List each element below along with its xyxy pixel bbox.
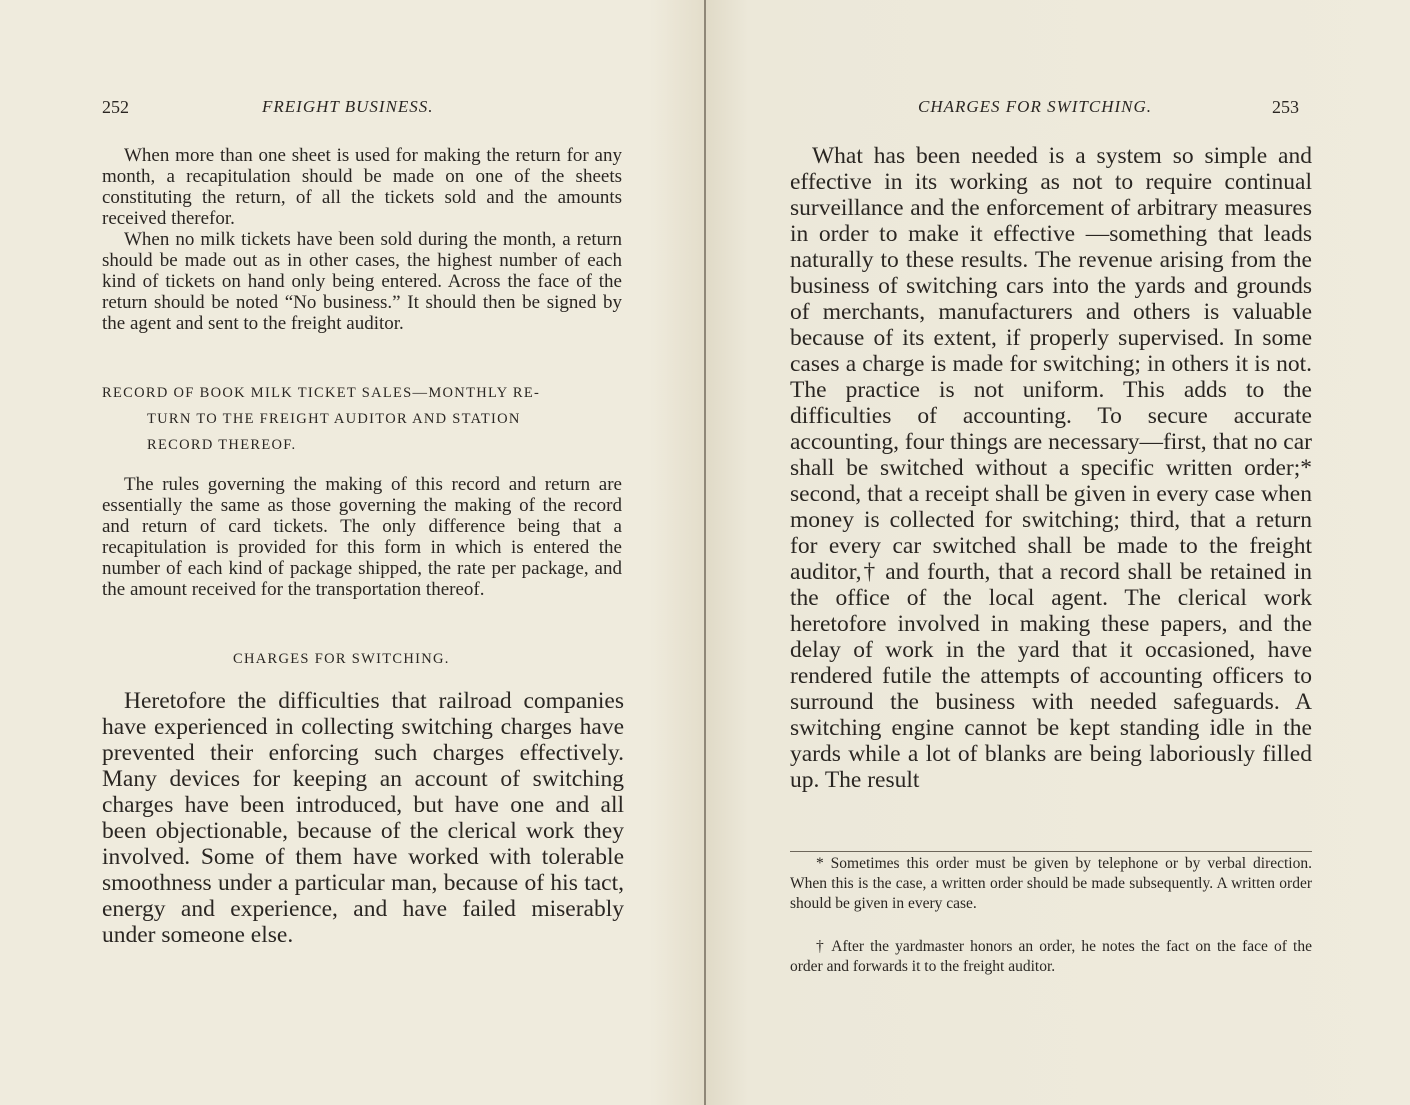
page-number-right: 253 [1272, 97, 1299, 117]
running-head-left: FREIGHT BUSINESS. [262, 97, 434, 116]
footnote-telephone-order: * Sometimes this order must be given by telephone or by verbal direction. When this is the case, a written order should be made subsequently. A written order should be given in every case. [790, 855, 1312, 912]
running-head-right: CHARGES FOR SWITCHING. [918, 97, 1153, 116]
paragraph-rules-governing: The rules governing the making of this record and return are essentially the same as those governing the making of the record and return of card tickets. The only difference being that a recapitulation is provided for this form in which is entered the number of each kind of package shipped, the rate per package, and the amount received for the transportation thereof. [102, 474, 622, 600]
section-heading-charges-for-switching: CHARGES FOR SWITCHING. [233, 651, 450, 667]
section-heading-line-3: RECORD THEREOF. [147, 437, 297, 453]
right-page [706, 0, 1410, 1105]
page-number-left: 252 [102, 97, 129, 117]
section-heading-record-book-milk [102, 380, 622, 458]
paragraph-no-milk-tickets: When no milk tickets have been sold during the month, a return should be made out as in other cases, the highest number of each kind of tickets on hand only being entered. Across the face of the return should be noted “No business.” It should then be signed by the agent and sent to the freight auditor. [102, 229, 622, 334]
section-heading-line-1: RECORD OF BOOK MILK TICKET SALES—MONTHLY RE- [102, 385, 541, 401]
section-heading-line-2: TURN TO THE FREIGHT AUDITOR AND STATION [147, 411, 521, 427]
paragraph-heretofore-difficulties: Heretofore the difficulties that railroad companies have experienced in collecting switching charges have prevented their enforcing such charges effectively. Many devices for keeping an account of switching charges have been introduced, but have one and all been objectionable, because of the clerical work they involved. Some of them have worked with tolerable smoothness under a particular man, because of his tact, energy and experience, and have failed miserably under someone else. [102, 688, 624, 948]
paragraph-what-has-been-needed: What has been needed is a system so simple and effective in its working as not to require continual surveillance and the enforcement of arbitrary measures in order to make it effective —something that leads naturally to these results. The revenue arising from the business of switching cars into the yards and grounds of merchants, manufacturers and others is valuable because of its extent, if properly supervised. In some cases a charge is made for switching; in others it is not. The practice is not uniform. This adds to the difficulties of accounting. To secure accurate accounting, four things are necessary—first, that no car shall be switched without a specific written order;* second, that a receipt shall be given in every case when money is collected for switching; third, that a return for every car switched shall be made to the freight auditor,† and fourth, that a record shall be retained in the office of the local agent. The clerical work heretofore involved in making these papers, and the delay of work in the yard that it occasioned, have rendered futile the attempts of accounting officers to surround the business with needed safeguards. A switching engine cannot be kept standing idle in the yards while a lot of blanks are being laboriously filled up. The result [790, 143, 1312, 793]
footnote-yardmaster: † After the yardmaster honors an order, he notes the fact on the face of the order and forwards it to the freight auditor. [790, 938, 1312, 975]
paragraph-multiple-sheets: When more than one sheet is used for making the return for any month, a recapitulation should be made on one of the sheets constituting the return, of all the tickets sold and the amounts received therefor. [102, 145, 622, 229]
footnote-divider [790, 851, 1312, 852]
